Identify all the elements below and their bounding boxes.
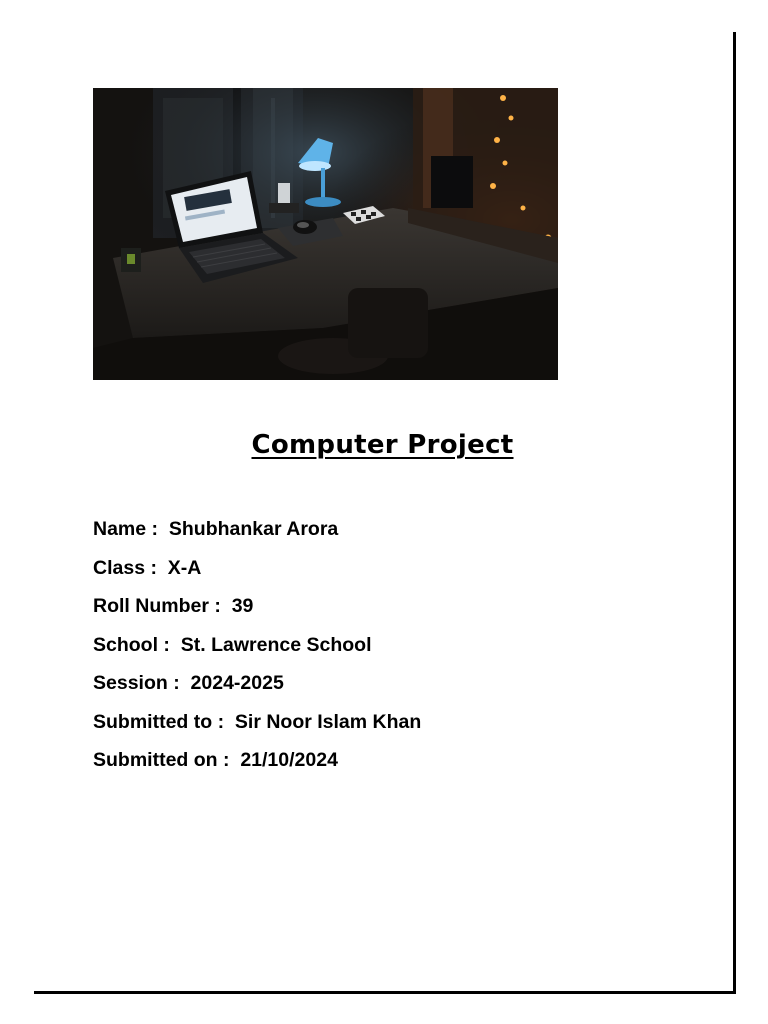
detail-school [93, 632, 693, 671]
detail-value: Sir Noor Islam Khan [234, 710, 422, 733]
page-border-bottom [34, 991, 736, 994]
cover-photo [93, 88, 558, 380]
detail-label: School [93, 633, 159, 656]
detail-session [93, 670, 693, 709]
detail-submitted-on [93, 747, 693, 786]
detail-class [93, 555, 693, 594]
student-details-list [93, 516, 693, 786]
desk-setup-illustration [93, 88, 558, 380]
detail-separator: : [145, 556, 168, 579]
detail-submitted-to [93, 709, 693, 748]
detail-label: Submitted on [93, 749, 218, 771]
detail-separator: : [217, 749, 241, 771]
detail-value: St. Lawrence School [180, 633, 372, 656]
detail-value: 39 [231, 595, 254, 617]
detail-separator: : [167, 672, 191, 694]
detail-value: Shubhankar Arora [168, 518, 339, 540]
page-title: Computer Project [251, 430, 514, 460]
detail-label: Roll Number [93, 595, 209, 617]
detail-label: Name [93, 518, 147, 540]
detail-value: 2024-2025 [190, 672, 284, 694]
detail-separator: : [212, 710, 235, 733]
detail-label: Session [93, 672, 168, 694]
detail-label: Class [93, 556, 146, 579]
detail-separator: : [158, 633, 181, 656]
detail-name [93, 516, 693, 555]
detail-label: Submitted to [93, 710, 213, 733]
detail-separator: : [146, 518, 169, 540]
page-border-right [733, 32, 736, 994]
detail-value: X-A [167, 556, 202, 579]
detail-roll-number [93, 593, 693, 632]
detail-value: 21/10/2024 [240, 749, 338, 771]
detail-separator: : [208, 595, 232, 617]
